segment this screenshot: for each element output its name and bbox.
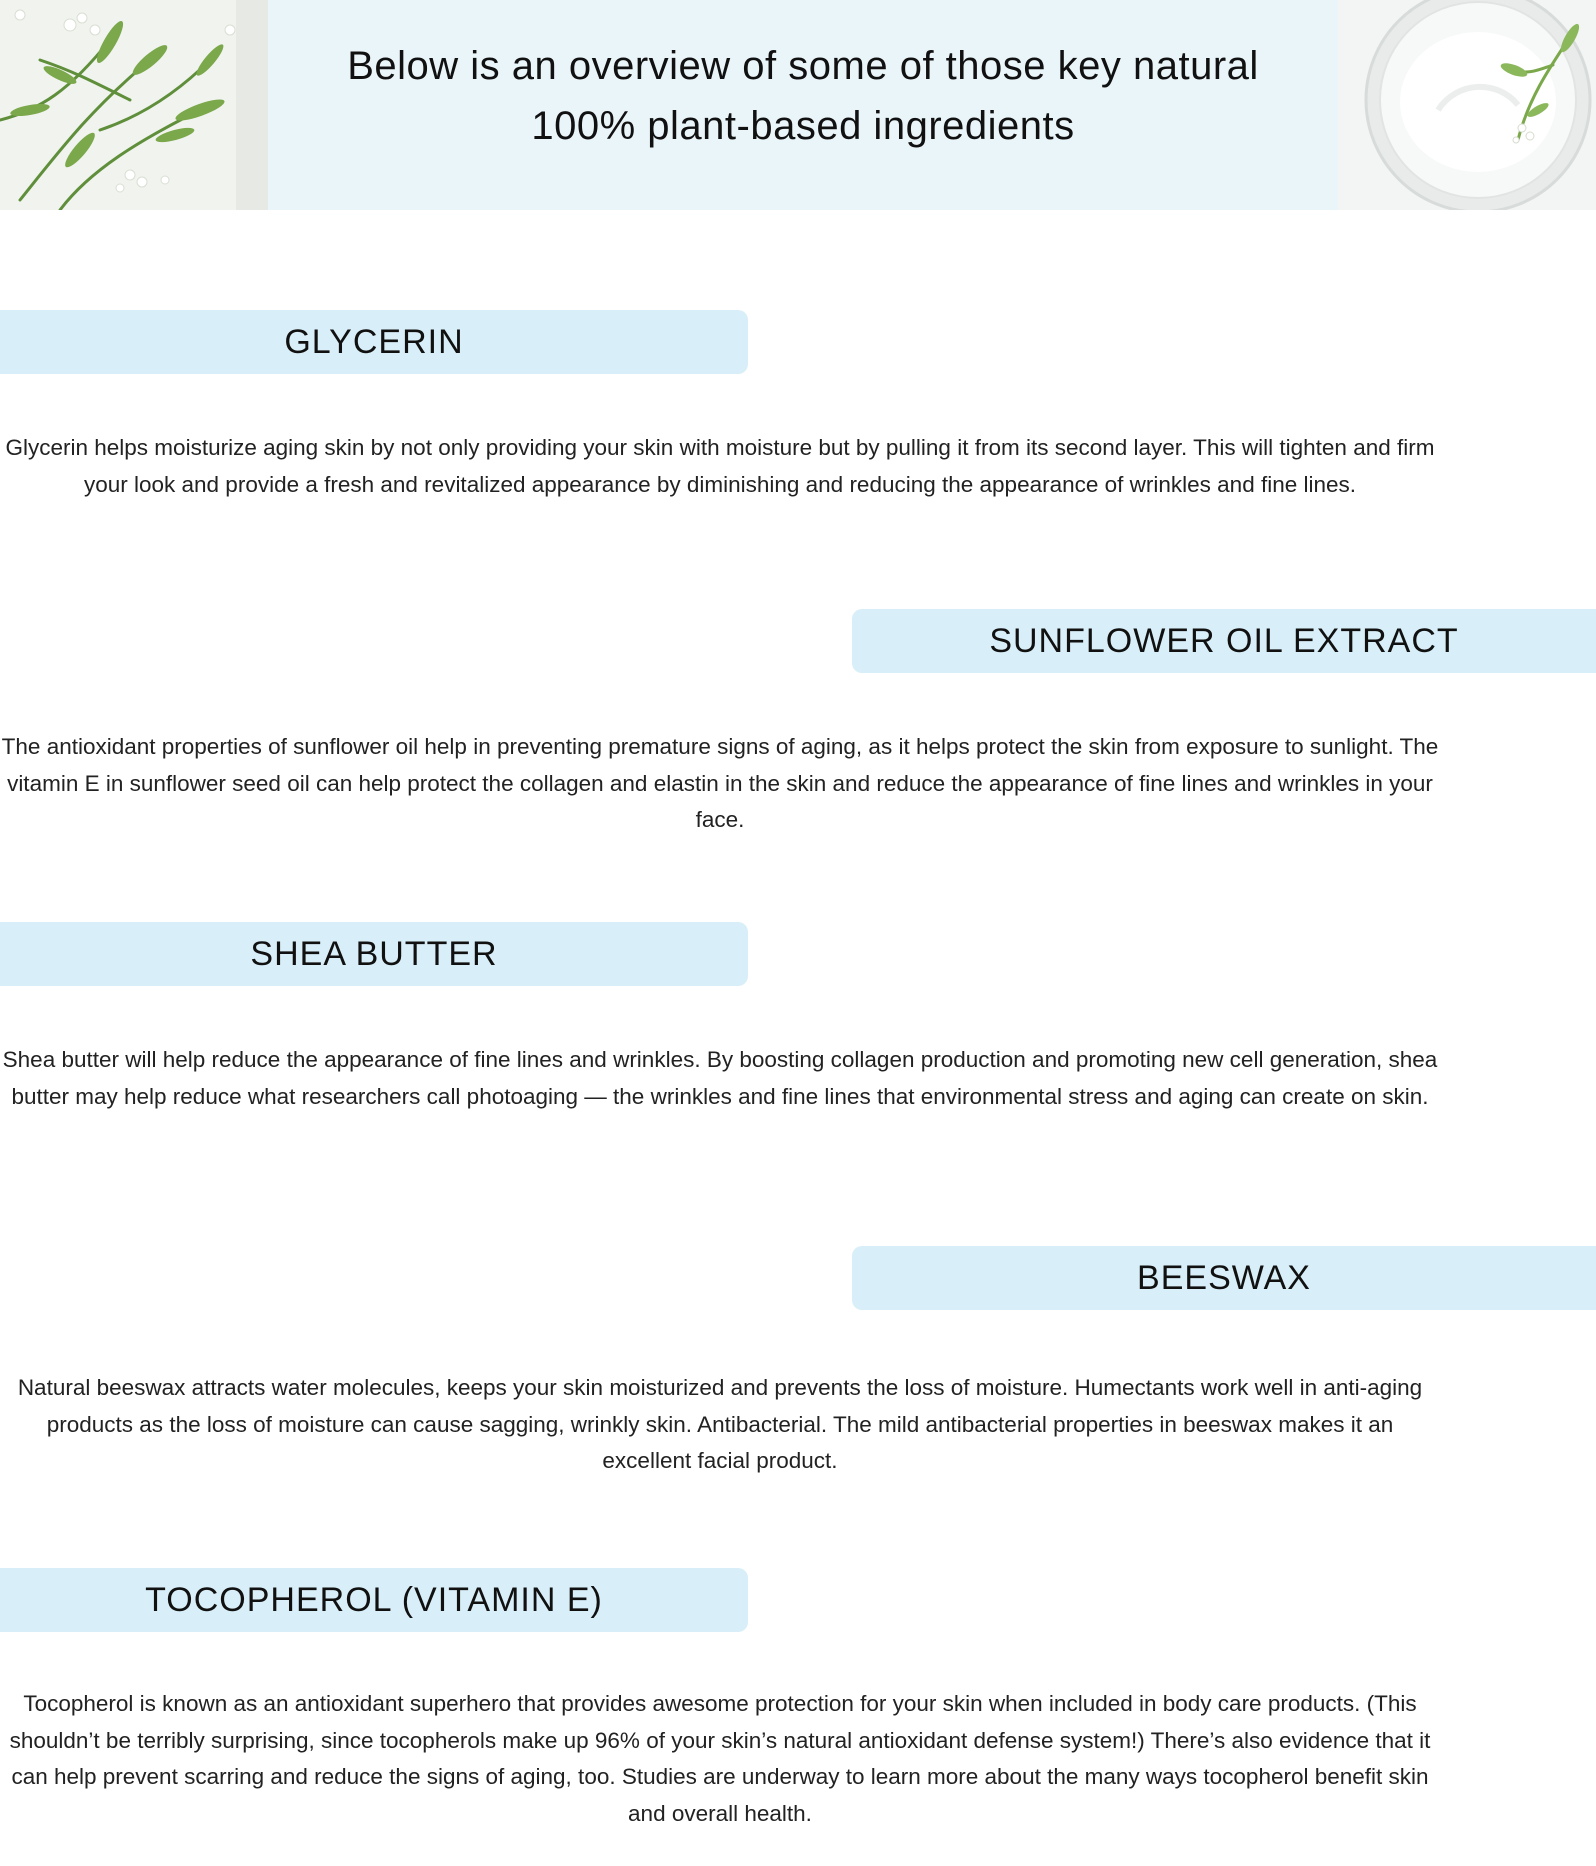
heading-shea-butter: SHEA BUTTER [0,922,748,986]
heading-beeswax: BEESWAX [852,1246,1596,1310]
paragraph-shea-butter: Shea butter will help reduce the appearance of fine lines and wrinkles. By boosting collagen production and promoting new cell generation, shea butter may help reduce what researchers call photoaging — the wrinkles and fine lines that environmental stress and aging can create on skin. [2,1047,1438,1109]
banner-title-line-2: 100% plant-based ingredients [531,104,1075,148]
paragraph-sunflower-oil-extract: The antioxidant properties of sunflower oil help in preventing premature signs of aging, as it helps protect the skin from exposure to sunlight. The vitamin E in sunflower seed oil can help protect the collagen and elastin in the skin and reduce the appearance of fine lines and wrinkles in your face. [1,734,1439,832]
heading-glycerin: GLYCERIN [0,310,748,374]
paragraph-glycerin: Glycerin helps moisturize aging skin by not only providing your skin with moisture but by pulling it from its second layer. This will tighten and firm your look and provide a fresh and revitalized appearance by diminishing and reducing the appearance of wrinkles and fine lines. [5,435,1435,497]
flowers-photo [0,0,268,210]
paragraph-beeswax: Natural beeswax attracts water molecules, keeps your skin moisturized and prevents the loss of moisture. Humectants work well in anti-aging products as the loss of moisture can cause sagging, wrinkly skin. Antibacterial. The mild antibacterial properties in beeswax makes it an excellent facial product. [17,1375,1423,1473]
banner-title-line-1: Below is an overview of some of those key natural [347,44,1259,88]
cream-jar-image [1338,0,1596,210]
heading-tocopherol-vitamin-e: TOCOPHEROL (VITAMIN E) [0,1568,748,1632]
banner-title [268,36,1338,156]
header-banner [0,0,1596,210]
heading-sunflower-oil-extract: SUNFLOWER OIL EXTRACT [852,609,1596,673]
cream-jar-photo [1338,0,1596,210]
flowers-image [0,0,268,210]
paragraph-tocopherol-vitamin-e: Tocopherol is known as an antioxidant superhero that provides awesome protection for your skin when included in body care products. (This shouldn’t be terribly surprising, since tocopherols make up 96% of your skin’s natural antioxidant defense system!) There’s also evidence that it can help prevent scarring and reduce the signs of aging, too. Studies are underway to learn more about the many ways tocopherol benefit skin and overall health. [9,1691,1431,1826]
